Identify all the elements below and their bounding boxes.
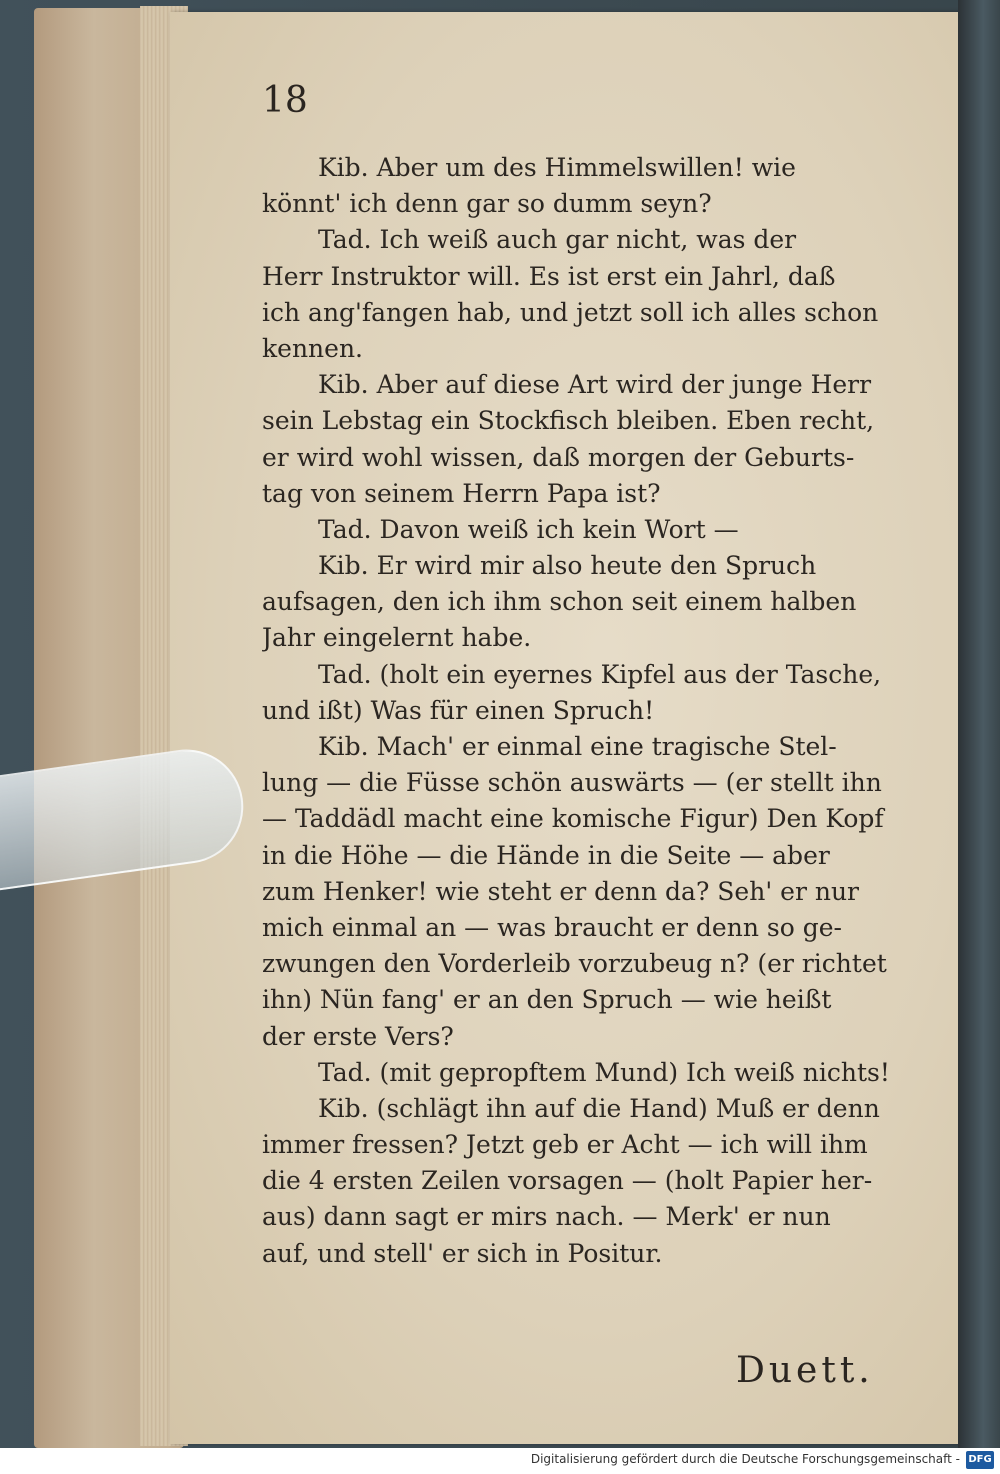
text-line: aus) dann sagt er mirs nach. — Merk' er nun xyxy=(262,1202,831,1232)
text-line: sein Lebstag ein Stockfisch bleiben. Eben recht, xyxy=(262,406,875,436)
section-heading: Duett. xyxy=(736,1350,874,1391)
text-line: in die Höhe — die Hände in die Seite — aber xyxy=(262,840,830,870)
text-line: lung — die Füsse schön auswärts — (er stellt ihn xyxy=(262,768,882,798)
text-line: zwungen den Vorderleib vorzubeug n? (er richtet xyxy=(262,949,887,979)
text-line: und ißt) Was für einen Spruch! xyxy=(262,695,655,725)
text-line: Kib. Er wird mir also heute den Spruch xyxy=(318,551,817,581)
text-line: kennen. xyxy=(262,333,363,363)
text-line: Kib. Mach' er einmal eine tragische Stel- xyxy=(318,732,837,761)
text-line: Kib. Aber um des Himmelswillen! wie xyxy=(318,153,796,182)
text-line: Tad. (mit gepropftem Mund) Ich weiß nichts! xyxy=(318,1057,890,1087)
text-line: auf, und stell' er sich in Positur. xyxy=(262,1238,663,1268)
text-line: der erste Vers? xyxy=(262,1021,454,1051)
text-line: Kib. Aber auf diese Art wird der junge Herr xyxy=(318,370,872,400)
text-line: ich ang'fangen hab, und jetzt soll ich alles schon xyxy=(262,297,879,327)
text-line: er wird wohl wissen, daß morgen der Geburts- xyxy=(262,442,855,472)
text-line: zum Henker! wie steht er denn da? Seh' er nur xyxy=(262,876,859,906)
text-line: aufsagen, den ich ihm schon seit einem halben xyxy=(262,587,857,617)
text-line: die 4 ersten Zeilen vorsagen — (holt Papier her- xyxy=(262,1166,873,1196)
text-line: Tad. Ich weiß auch gar nicht, was der xyxy=(318,225,797,255)
text-line: immer fressen? Jetzt geb er Acht — ich will ihm xyxy=(262,1130,868,1160)
text-line: tag von seinem Herrn Papa ist? xyxy=(262,478,661,508)
text-line: Herr Instruktor will. Es ist erst ein Jahrl, daß xyxy=(262,261,836,291)
text-line: könnt' ich denn gar so dumm seyn? xyxy=(262,189,712,219)
dfg-logo: DFG xyxy=(966,1451,994,1469)
text-line: Tad. Davon weiß ich kein Wort — xyxy=(318,514,739,544)
text-line: Kib. (schlägt ihn auf die Hand) Muß er denn xyxy=(318,1093,880,1123)
page-number: 18 xyxy=(262,80,308,121)
page-text xyxy=(262,150,920,1272)
text-line: ihn) Nün fang' er an den Spruch — wie heißt xyxy=(262,985,832,1015)
footer-credit: Digitalisierung gefördert durch die Deutsche Forschungsgemeinschaft - xyxy=(530,1452,960,1466)
text-line: — Taddädl macht eine komische Figur) Den Kopf xyxy=(262,804,884,834)
scan-right-border xyxy=(958,0,1000,1474)
text-line: Jahr eingelernt habe. xyxy=(262,623,532,653)
text-line: mich einmal an — was braucht er denn so ge- xyxy=(262,912,842,942)
text-line: Tad. (holt ein eyernes Kipfel aus der Tasche, xyxy=(318,659,882,689)
